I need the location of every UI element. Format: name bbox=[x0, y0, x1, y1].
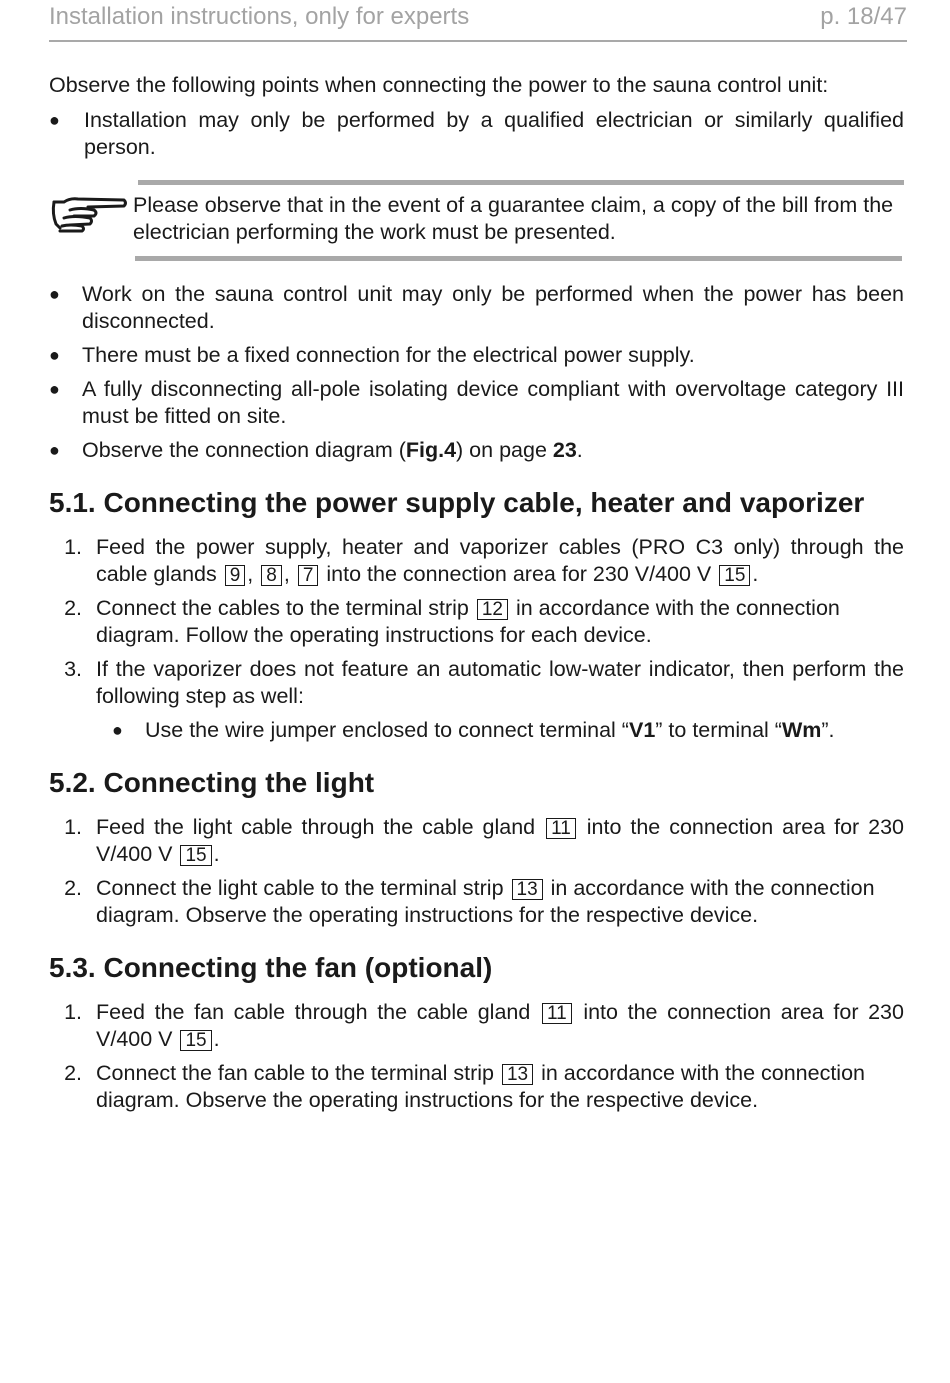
text: . bbox=[576, 438, 583, 462]
step-vaporizer-check: If the vaporizer does not feature an automatic low-water indicator, then perform the following step as well: bbox=[96, 657, 904, 708]
section-heading-5-2: 5.2. Connecting the light bbox=[49, 767, 375, 798]
ref-box: 7 bbox=[298, 565, 319, 586]
text: in accordance with the connection diagram. Observe the operating instructions for the respective device. bbox=[96, 1061, 865, 1112]
bullet-marker: ● bbox=[112, 720, 123, 740]
ref-box: 13 bbox=[502, 1064, 533, 1085]
pointing-hand-icon bbox=[50, 194, 128, 234]
note-divider-top bbox=[138, 180, 904, 185]
text: Feed the power supply, heater and vaporizer cables (PRO C3 only) through the cable glands bbox=[96, 535, 904, 586]
text: into the connection area for 230 V/400 V bbox=[96, 815, 904, 866]
ref-box: 13 bbox=[512, 879, 543, 900]
bullet-marker: ● bbox=[49, 284, 60, 304]
text: Connect the light cable to the terminal strip bbox=[96, 876, 504, 900]
step-connect-cables bbox=[96, 595, 904, 649]
bullet-marker: ● bbox=[49, 379, 60, 399]
terminal-v1: V1 bbox=[628, 718, 656, 742]
bullet-marker: ● bbox=[49, 440, 60, 460]
ref-box: 8 bbox=[261, 565, 282, 586]
bullet-power-disconnected: Work on the sauna control unit may only be performed when the power has been disconnected. bbox=[82, 282, 904, 333]
list-number: 2. bbox=[64, 1061, 82, 1085]
text: into the connection area for 230 V/400 V bbox=[96, 1000, 904, 1051]
text: , bbox=[247, 562, 254, 586]
bullet-fixed-connection: There must be a fixed connection for the electrical power supply. bbox=[82, 343, 695, 367]
ref-box: 11 bbox=[542, 1003, 572, 1024]
text: ” to terminal “ bbox=[655, 718, 782, 742]
step-feed-cables bbox=[96, 534, 904, 588]
list-number: 2. bbox=[64, 876, 82, 900]
text: Observe the connection diagram ( bbox=[82, 438, 406, 462]
terminal-wm: Wm bbox=[781, 718, 822, 742]
text: Feed the fan cable through the cable gland bbox=[96, 1000, 531, 1024]
bullet-marker: ● bbox=[49, 110, 60, 130]
text: in accordance with the connection diagram. Observe the operating instructions for the respective device. bbox=[96, 876, 875, 927]
section-heading-5-1: 5.1. Connecting the power supply cable, heater and vaporizer bbox=[49, 487, 865, 518]
figure-ref: Fig.4 bbox=[405, 438, 457, 462]
bullet-marker: ● bbox=[49, 345, 60, 365]
text: in accordance with the connection diagram. Follow the operating instructions for each device. bbox=[96, 596, 840, 647]
text: . bbox=[752, 562, 759, 586]
section-heading-5-3: 5.3. Connecting the fan (optional) bbox=[49, 952, 493, 983]
text: Feed the light cable through the cable gland bbox=[96, 815, 536, 839]
note-divider-bottom bbox=[135, 256, 902, 261]
text: into the connection area for 230 V/400 V bbox=[326, 562, 712, 586]
text: Connect the fan cable to the terminal strip bbox=[96, 1061, 494, 1085]
step-connect-fan-cable bbox=[96, 1060, 904, 1114]
text: . bbox=[213, 842, 220, 866]
list-number: 1. bbox=[64, 815, 82, 839]
ref-box: 15 bbox=[180, 1030, 211, 1051]
text: Connect the cables to the terminal strip bbox=[96, 596, 469, 620]
list-number: 1. bbox=[64, 1000, 82, 1024]
page-number: p. 18/47 bbox=[820, 3, 907, 30]
bullet-qualified-person: Installation may only be performed by a qualified electrician or similarly qualified person. bbox=[84, 108, 904, 159]
ref-box: 12 bbox=[477, 599, 508, 620]
header-title: Installation instructions, only for experts bbox=[49, 3, 470, 30]
list-number: 3. bbox=[64, 657, 82, 681]
page-header bbox=[49, 0, 907, 42]
list-number: 1. bbox=[64, 535, 82, 559]
step-feed-fan-cable bbox=[96, 999, 904, 1053]
text: . bbox=[213, 1027, 220, 1051]
intro-text: Observe the following points when connecting the power to the sauna control unit: bbox=[49, 73, 829, 97]
step-feed-light-cable bbox=[96, 814, 904, 868]
ref-box: 15 bbox=[180, 845, 211, 866]
bullet-isolating-device: A fully disconnecting all-pole isolating device compliant with overvoltage category III must be fitted on site. bbox=[82, 377, 904, 428]
note-guarantee-claim: Please observe that in the event of a guarantee claim, a copy of the bill from the electrician performing the work must be presented. bbox=[133, 193, 894, 244]
step-connect-light-cable bbox=[96, 875, 904, 929]
ref-box: 11 bbox=[546, 818, 576, 839]
substep-wire-jumper bbox=[145, 717, 905, 744]
text: ”. bbox=[821, 718, 835, 742]
text: Use the wire jumper enclosed to connect terminal “ bbox=[145, 718, 629, 742]
page-ref: 23 bbox=[552, 438, 577, 462]
bullet-connection-diagram bbox=[82, 437, 904, 464]
ref-box: 15 bbox=[719, 565, 750, 586]
ref-box: 9 bbox=[225, 565, 246, 586]
list-number: 2. bbox=[64, 596, 82, 620]
text: ) on page bbox=[456, 438, 553, 462]
text: , bbox=[283, 562, 290, 586]
